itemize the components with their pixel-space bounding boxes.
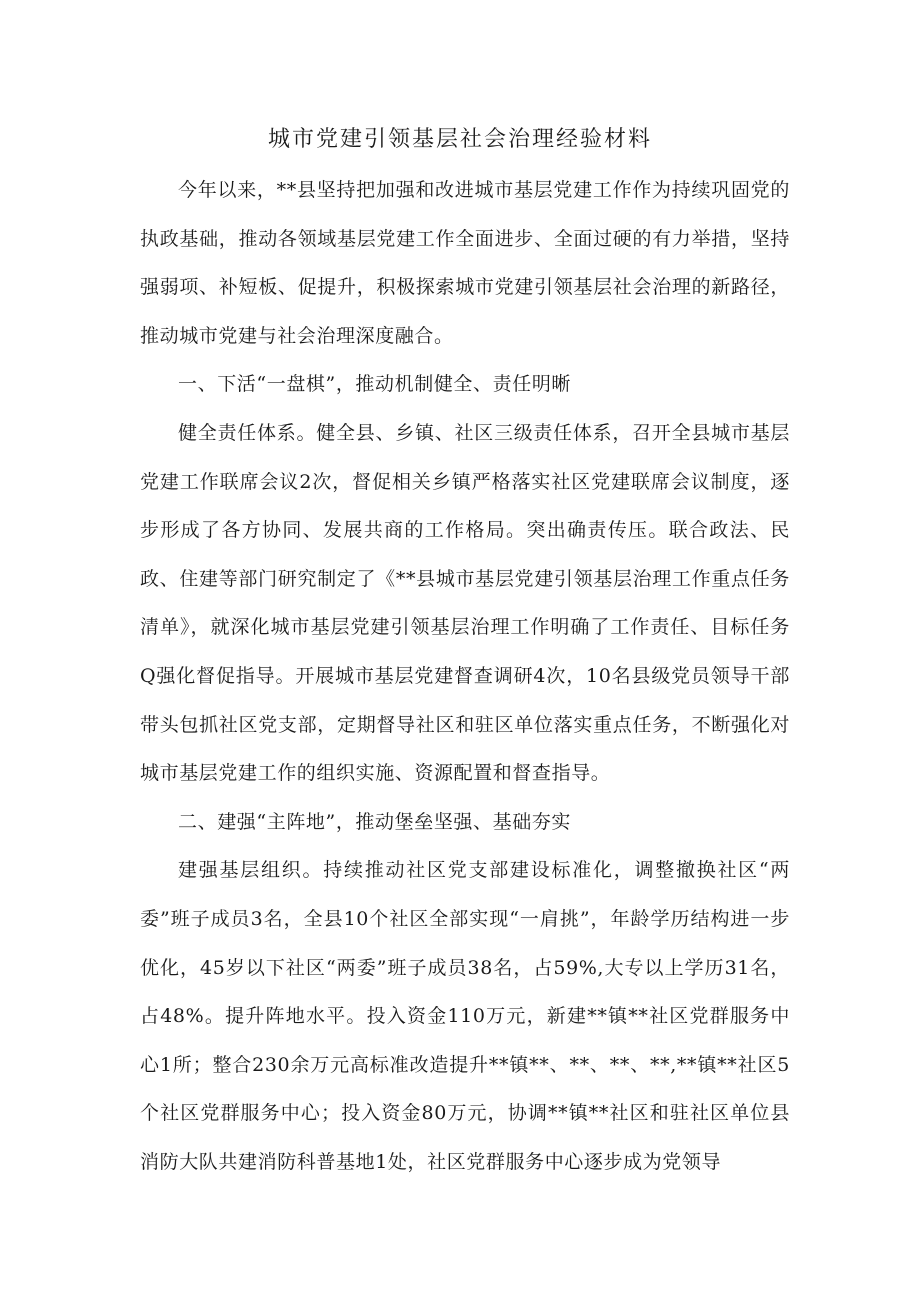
section-heading-2: 二、建强“主阵地”，推动堡垒坚强、基础夯实 bbox=[178, 810, 572, 833]
document-title: 城市党建引领基层社会治理经验材料 bbox=[267, 127, 652, 152]
section-1-paragraph: 健全责任体系。健全县、乡镇、社区三级责任体系，召开全县城市基层党建工作联席会议2次，督促相关乡镇严格落实社区党建联席会议制度，逐步形成了各方协同、发展共商的工作格局。突出确责传压。联合政法、民政、住建等部门研究制定了《**县城市基层党建引领基层治理工作重点任务清单》，就深化城市基层党建引领基层治理工作明确了工作责任、目标任务Q强化督促指导。开展城市基层党建督查调研4次，10名县级党员领导干部带头包抓社区党支部，定期督导社区和驻区单位落实重点任务，不断强化对城市基层党建工作的组织实施、资源配置和督查指导。 bbox=[140, 421, 790, 785]
section-2-paragraph: 建强基层组织。持续推动社区党支部建设标准化，调整撤换社区“两委”班子成员3名，全县10个社区全部实现“一肩挑”，年龄学历结构进一步优化，45岁以下社区“两委”班子成员38名，占59%,大专以上学历31名，占48%。提升阵地水平。投入资金110万元，新建**镇**社区党群服务中心1所；整合230余万元高标准改造提升**镇**、**、**、**,**镇**社区5个社区党群服务中心；投入资金80万元，协调**镇**社区和驻社区单位县消防大队共建消防科普基地1处，社区党群服务中心逐步成为党领导 bbox=[140, 859, 790, 1173]
section-heading-1: 一、下活“一盘棋”，推动机制健全、责任明晰 bbox=[178, 373, 572, 396]
intro-paragraph: 今年以来，**县坚持把加强和改进城市基层党建工作作为持续巩固党的执政基础，推动各领域基层党建工作全面进步、全面过硬的有力举措，坚持强弱项、补短板、促提升，积极探索城市党建引领基层社会治理的新路径，推动城市党建与社会治理深度融合。 bbox=[140, 179, 790, 347]
document-body bbox=[140, 166, 790, 1186]
